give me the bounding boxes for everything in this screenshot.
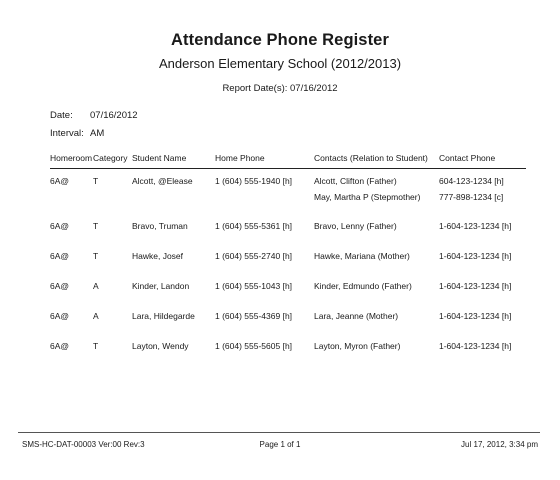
cell-category: A (93, 281, 99, 291)
table-header (50, 153, 526, 167)
cell-contacts: Kinder, Edmundo (Father) (314, 281, 412, 291)
header-homeroom: Homeroom (50, 153, 93, 163)
header-divider (50, 168, 526, 169)
header-contact-phone: Contact Phone (439, 153, 496, 163)
cell-student-name: Hawke, Josef (132, 251, 184, 261)
report-dates: Report Date(s): 07/16/2012 (222, 83, 338, 94)
cell-contact-phone: 1-604-123-1234 [h] (439, 281, 512, 291)
cell-homeroom: 6A@ (50, 176, 70, 186)
cell-homeroom: 6A@ (50, 311, 70, 321)
cell-contact-phone: 1-604-123-1234 [h] (439, 311, 512, 321)
footer-printed-timestamp: Jul 17, 2012, 3:34 pm (461, 440, 538, 449)
contact-phone-line: 604-123-1234 [h] (439, 176, 504, 186)
cell-home-phone: 1 (604) 555-2740 [h] (215, 251, 293, 261)
report-title: Attendance Phone Register (171, 31, 389, 49)
cell-category: A (93, 311, 99, 321)
cell-contacts: Bravo, Lenny (Father) (314, 221, 397, 231)
cell-homeroom: 6A@ (50, 341, 70, 351)
cell-contact-phone (439, 176, 504, 202)
contact-line: May, Martha P (Stepmother) (314, 192, 421, 202)
contact-phone-line: 777-898-1234 [c] (439, 192, 504, 202)
cell-contacts: Layton, Myron (Father) (314, 341, 401, 351)
cell-student-name: Alcott, @Elease (132, 176, 193, 186)
cell-category: T (93, 176, 99, 186)
cell-home-phone: 1 (604) 555-1940 [h] (215, 176, 293, 186)
interval-label: Interval: (50, 128, 84, 139)
cell-homeroom: 6A@ (50, 281, 70, 291)
cell-student-name: Bravo, Truman (132, 221, 188, 231)
cell-homeroom: 6A@ (50, 221, 70, 231)
cell-home-phone: 1 (604) 555-4369 [h] (215, 311, 293, 321)
cell-category: T (93, 251, 99, 261)
header-category: Category (93, 153, 128, 163)
cell-student-name: Layton, Wendy (132, 341, 189, 351)
date-label: Date: (50, 110, 73, 121)
cell-category: T (93, 341, 99, 351)
footer-page-number: Page 1 of 1 (259, 440, 301, 449)
cell-home-phone: 1 (604) 555-5605 [h] (215, 341, 293, 351)
school-name: Anderson Elementary School (2012/2013) (158, 56, 402, 71)
cell-contacts: Lara, Jeanne (Mother) (314, 311, 399, 321)
cell-home-phone: 1 (604) 555-1043 [h] (215, 281, 293, 291)
header-contacts: Contacts (Relation to Student) (314, 153, 428, 163)
cell-contacts (314, 176, 420, 202)
date-line (50, 110, 138, 121)
footer-divider (18, 432, 540, 433)
cell-contact-phone: 1-604-123-1234 [h] (439, 251, 512, 261)
cell-homeroom: 6A@ (50, 251, 70, 261)
footer-form-id: SMS-HC-DAT-00003 Ver:00 Rev:3 (22, 440, 145, 449)
cell-student-name: Lara, Hildegarde (132, 311, 195, 321)
contact-line: Alcott, Clifton (Father) (314, 176, 397, 186)
date-value: 07/16/2012 (90, 110, 138, 121)
header-student-name: Student Name (132, 153, 187, 163)
cell-home-phone: 1 (604) 555-5361 [h] (215, 221, 293, 231)
cell-contact-phone: 1-604-123-1234 [h] (439, 341, 512, 351)
cell-contact-phone: 1-604-123-1234 [h] (439, 221, 512, 231)
interval-value: AM (90, 128, 105, 139)
cell-student-name: Kinder, Landon (132, 281, 190, 291)
cell-contacts: Hawke, Mariana (Mother) (314, 251, 410, 261)
interval-line (50, 128, 104, 139)
cell-category: T (93, 221, 99, 231)
header-home-phone: Home Phone (215, 153, 265, 163)
